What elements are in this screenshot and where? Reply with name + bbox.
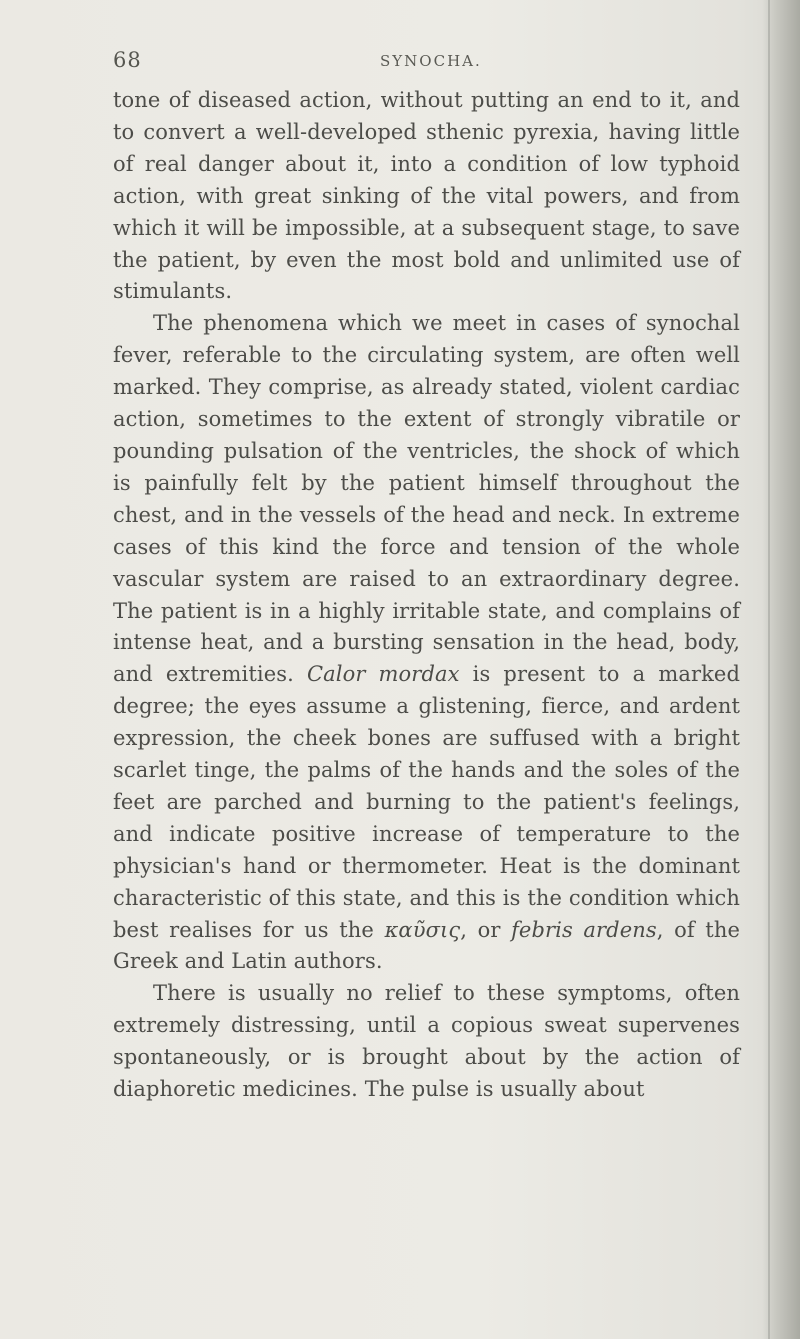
- paragraph-text: , or: [460, 917, 501, 942]
- page-number: 68: [113, 48, 142, 72]
- paragraph-text: The phenomena which we meet in cases of synochal fever, referable to the circulating system, are often well marked. They comprise, as already stated, violent cardiac action, sometimes to the extent of strongly vibratile or pounding pulsation of the ventricles, the shock of which is painfully felt by the patient himself throughout the chest, and in the vessels of the head and neck. In extreme cases of this kind the force and tension of the whole vascular system are raised to an extraordinary degree. The patient is in a highly irritable state, and complains of intense heat, and a bursting sensation in the head, body, and extremities.: [113, 311, 740, 687]
- paragraph-text: is present to a marked degree; the eyes assume a glistening, fierce, and ardent expression, the cheek bones are suffused with a bright scarlet tinge, the palms of the hands and the soles of the feet are parched and burning to the patient's feelings, and indicate positive increase of temperature to the physician's hand or thermometer. Heat is the dominant characteristic of this state, and this is the condition which best realises for us the: [113, 662, 740, 942]
- paragraph: [113, 308, 740, 978]
- paragraph: There is usually no relief to these symptoms, often extremely distressing, until a copious sweat supervenes spontaneously, or is brought about by the action of diaphoretic medicines. The pulse is usually about: [113, 981, 740, 1102]
- paragraph: tone of diseased action, without putting an end to it, and to convert a well-developed sthenic pyrexia, having little of real danger about it, into a condition of low typhoid action, with great sinking of the vital powers, and from which it will be impossible, at a subsequent stage, to save the patient, by even the most bold and unlimited use of stimulants.: [113, 88, 740, 304]
- greek-term: καῦσις: [384, 917, 461, 942]
- page-binding-edge: [768, 0, 770, 1339]
- page-header: [0, 48, 780, 78]
- running-head: SYNOCHA.: [380, 52, 482, 70]
- latin-term: febris ardens: [511, 917, 657, 942]
- latin-term: Calor mordax: [306, 662, 460, 687]
- paragraph-text: , of the Greek and Latin authors.: [113, 917, 740, 974]
- body-text: [113, 85, 740, 1106]
